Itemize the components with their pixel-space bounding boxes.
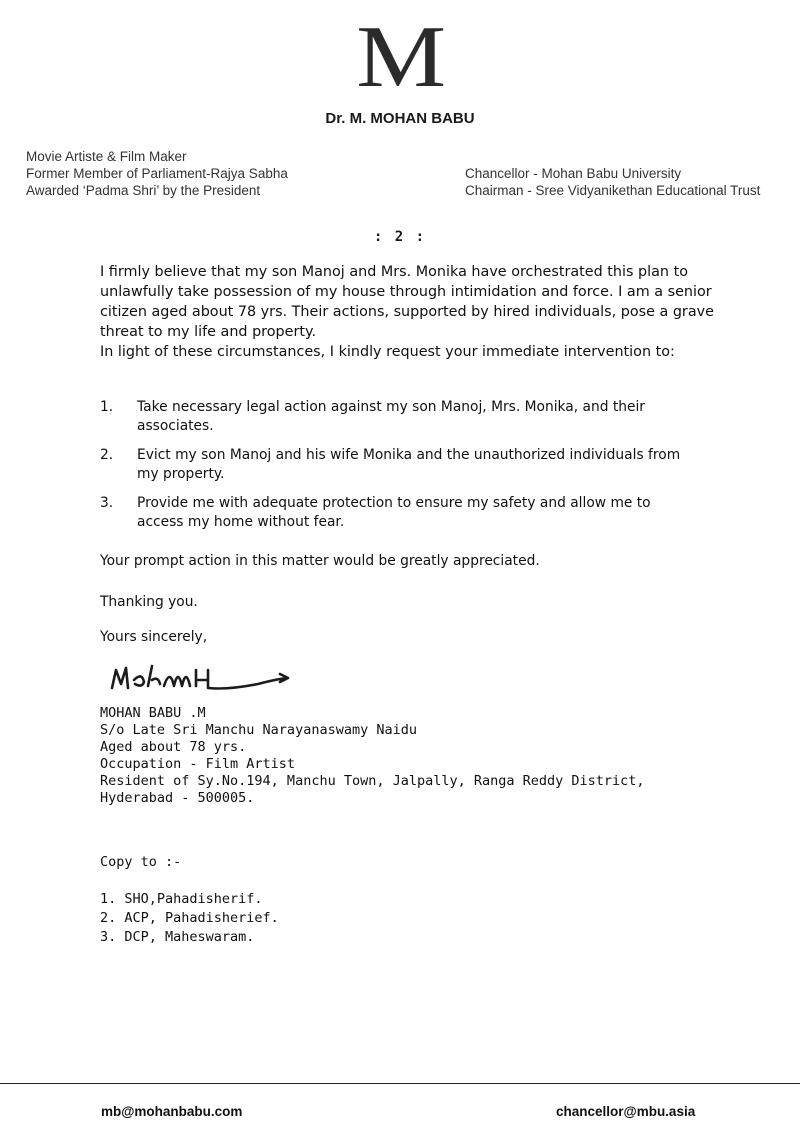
credential-line: Awarded ‘Padma Shri’ by the President bbox=[26, 183, 261, 198]
list-item bbox=[100, 398, 700, 436]
credential-line: Chancellor - Mohan Babu University bbox=[465, 166, 682, 181]
list-item-text: Evict my son Manoj and his wife Monika and the unauthorized individuals from my property. bbox=[137, 447, 681, 482]
list-item-number: 1. bbox=[100, 399, 114, 415]
letterhead-logo: M bbox=[356, 9, 444, 106]
address-line: Resident of Sy.No.194, Manchu Town, Jalpally, Ranga Reddy District, bbox=[100, 773, 645, 789]
copy-recipient: 3. DCP, Maheswaram. bbox=[100, 929, 255, 945]
letterhead-name: Dr. M. MOHAN BABU bbox=[325, 110, 475, 127]
body-paragraph: I firmly believe that my son Manoj and Mrs. Monika have orchestrated this plan to unlawfully take possession of my house through intimidation and force. I am a senior citizen aged about 78 yrs. Their actions, supported by hired individuals, pose a grave threat to my life and property. bbox=[100, 264, 714, 340]
list-item bbox=[100, 446, 700, 484]
address-line: Occupation - Film Artist bbox=[100, 756, 296, 772]
thanks-line: Thanking you. bbox=[100, 594, 198, 610]
footer-divider bbox=[0, 1083, 800, 1084]
handwritten-signature bbox=[108, 658, 298, 702]
credential-line: Movie Artiste & Film Maker bbox=[26, 149, 187, 164]
list-item-number: 3. bbox=[100, 495, 114, 511]
copy-recipient-list bbox=[100, 890, 279, 947]
sign-off: Yours sincerely, bbox=[100, 629, 208, 645]
page-number: : 2 : bbox=[373, 229, 427, 245]
list-item bbox=[100, 494, 700, 532]
request-intro: In light of these circumstances, I kindly request your immediate intervention to: bbox=[100, 344, 675, 360]
copy-recipient: 1. SHO,Pahadisherif. bbox=[100, 891, 263, 907]
list-item-number: 2. bbox=[100, 447, 114, 463]
address-line: S/o Late Sri Manchu Narayanaswamy Naidu bbox=[100, 722, 417, 738]
list-item-text: Take necessary legal action against my son Manoj, Mrs. Monika, and their associates. bbox=[137, 399, 645, 434]
address-line: MOHAN BABU .M bbox=[100, 705, 206, 721]
prompt-action-line: Your prompt action in this matter would be greatly appreciated. bbox=[100, 553, 540, 569]
copy-recipient: 2. ACP, Pahadisherief. bbox=[100, 910, 279, 926]
credential-line: Chairman - Sree Vidyanikethan Educational Trust bbox=[465, 183, 761, 198]
sender-address bbox=[100, 705, 720, 807]
credential-line: Former Member of Parliament-Rajya Sabha bbox=[26, 166, 288, 181]
copy-to-label: Copy to :- bbox=[100, 854, 182, 870]
right-credentials bbox=[465, 165, 795, 199]
address-line: Aged about 78 yrs. bbox=[100, 739, 247, 755]
list-item-text: Provide me with adequate protection to ensure my safety and allow me to access my home without fear. bbox=[137, 495, 651, 530]
letter-body bbox=[100, 262, 724, 362]
footer-email-right: chancellor@mbu.asia bbox=[556, 1104, 696, 1119]
address-line: Hyderabad - 500005. bbox=[100, 790, 255, 806]
footer-email-left: mb@mohanbabu.com bbox=[101, 1104, 243, 1119]
request-list bbox=[100, 398, 700, 542]
left-credentials bbox=[26, 148, 386, 199]
